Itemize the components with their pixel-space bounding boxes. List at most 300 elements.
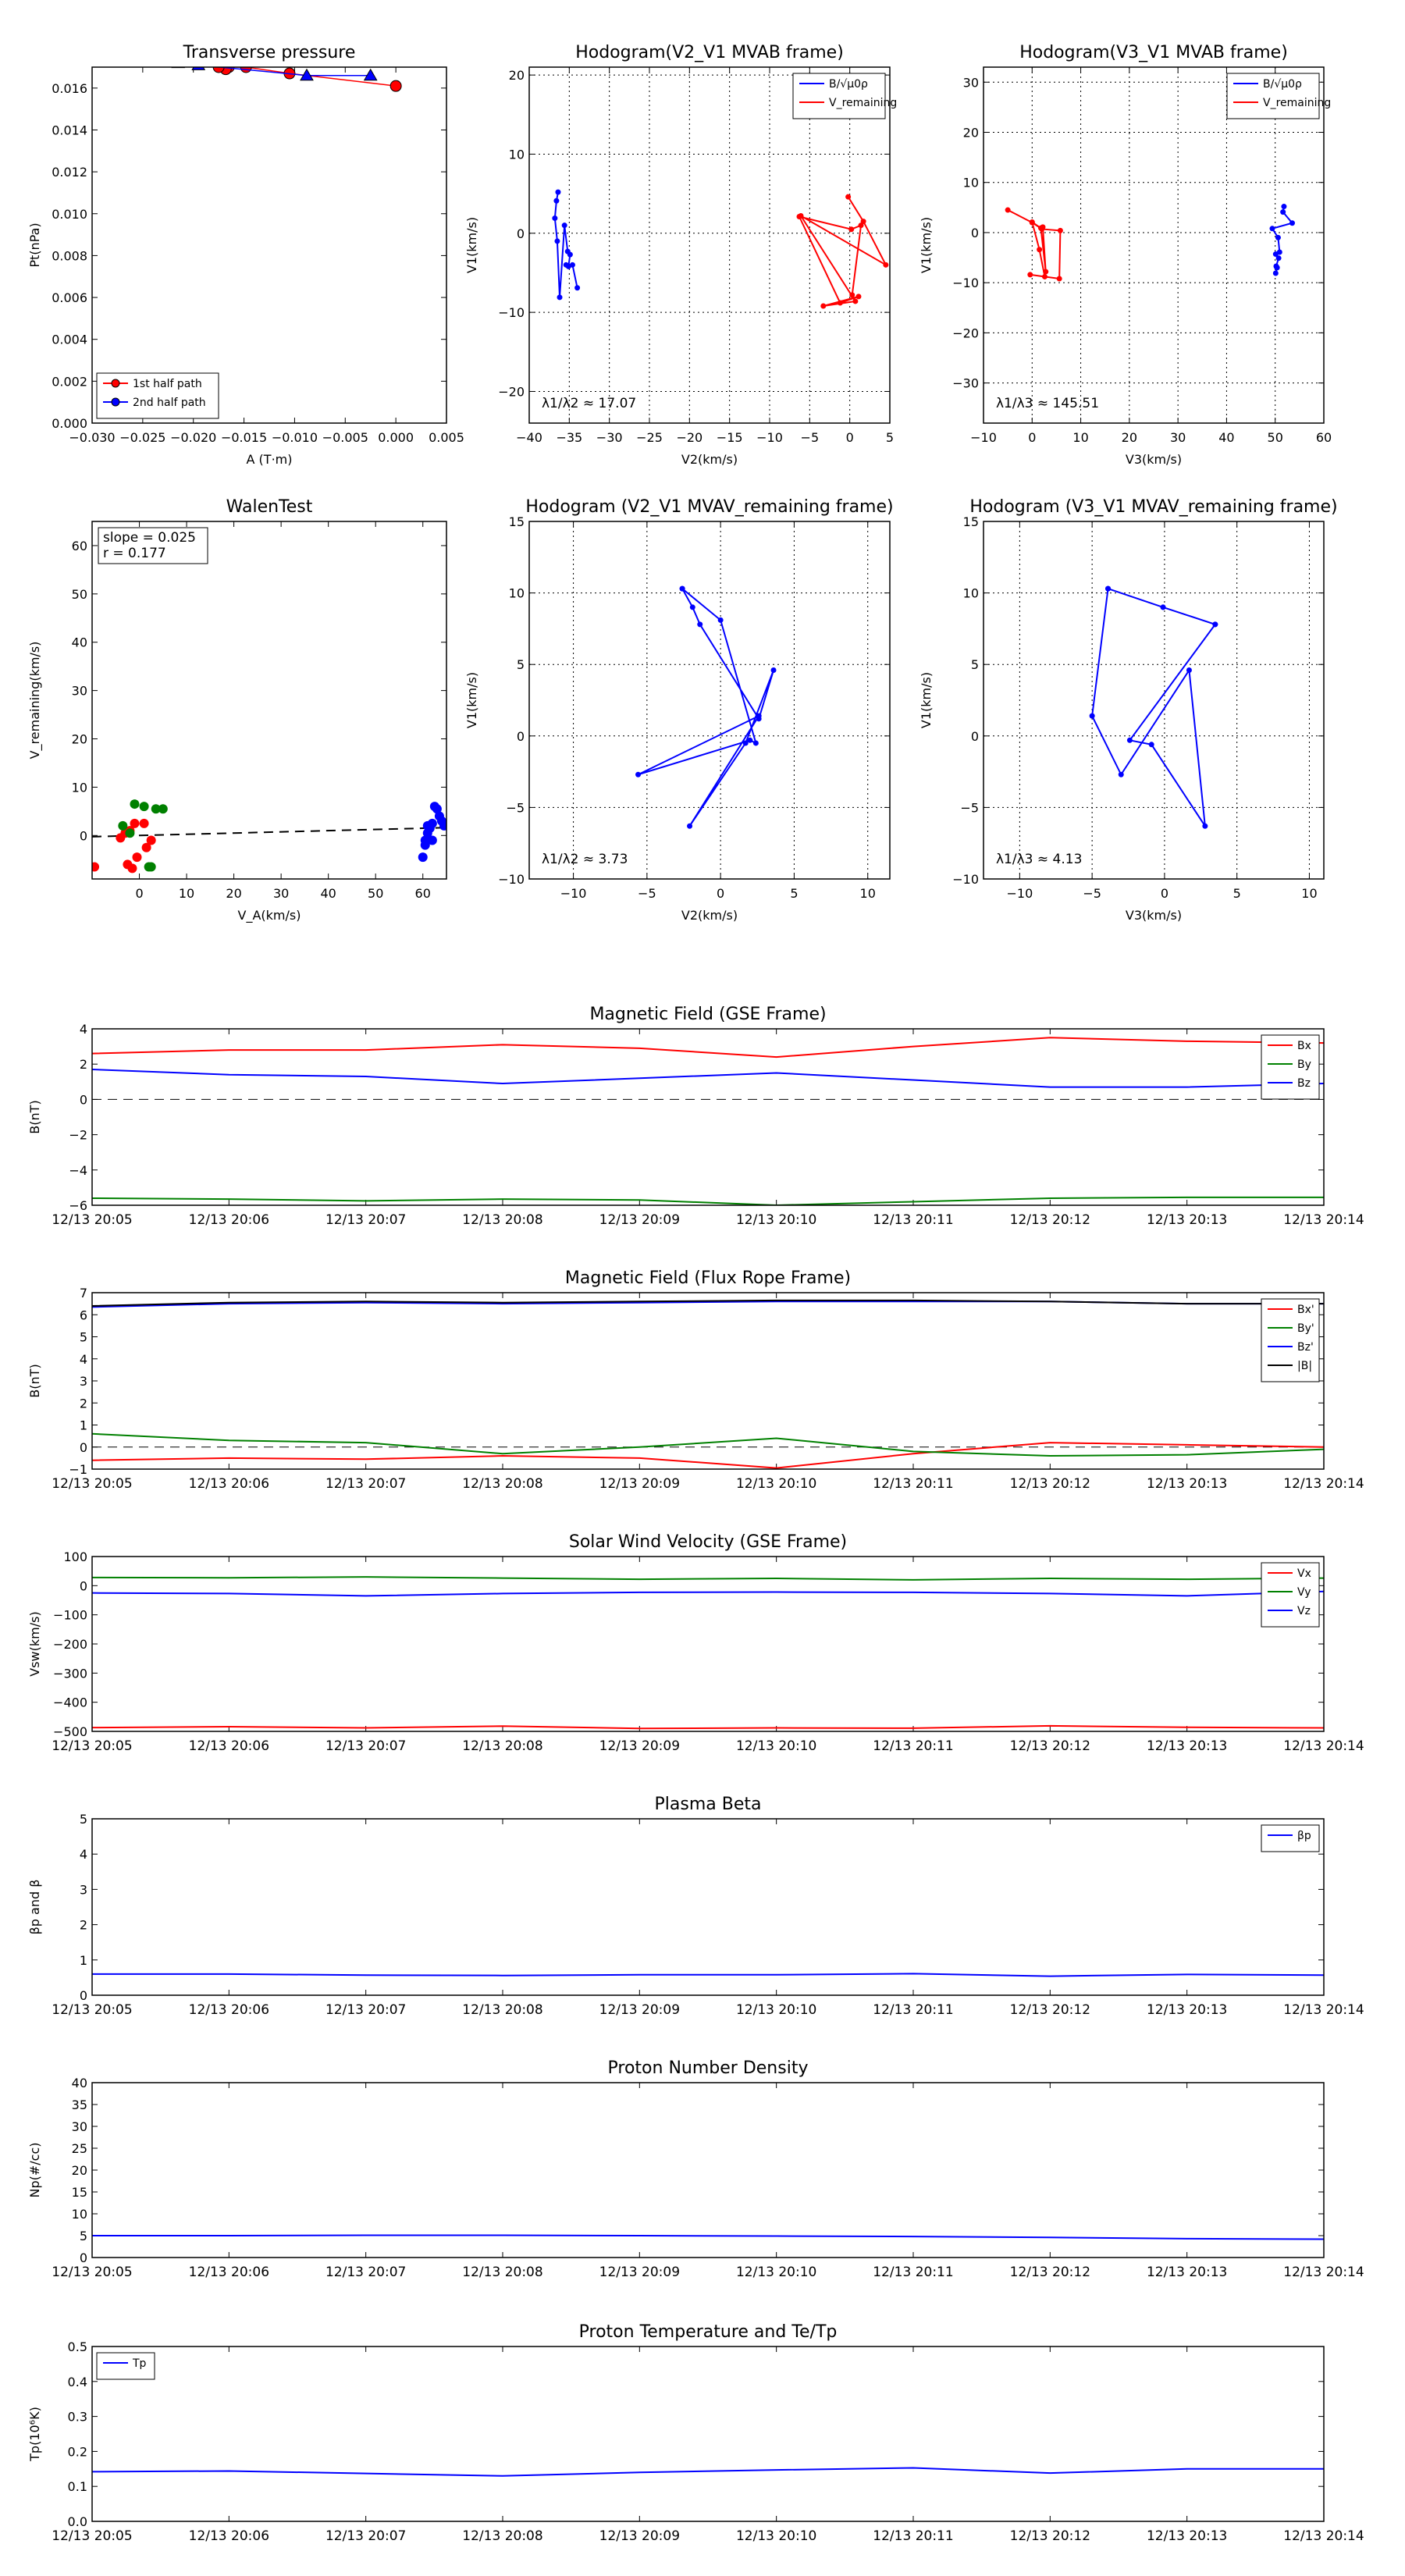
data-point xyxy=(849,292,855,297)
y-tick-label: 0.3 xyxy=(67,2409,87,2425)
series-line xyxy=(92,1973,1324,1976)
x-tick-label: 60 xyxy=(414,886,431,901)
x-tick-label: −0.025 xyxy=(119,430,166,445)
y-tick-label: 0 xyxy=(970,728,979,744)
axes-frame xyxy=(92,67,446,423)
data-point xyxy=(883,262,888,268)
y-tick-label: −10 xyxy=(952,872,979,887)
data-point xyxy=(130,799,139,809)
x-tick-label: 0 xyxy=(845,430,854,445)
series-line xyxy=(92,1577,1324,1580)
plot-area xyxy=(92,1300,1324,1468)
x-tick-label: 12/13 20:13 xyxy=(1146,1476,1228,1492)
chart-p2 xyxy=(464,43,897,467)
y-tick-label: 3 xyxy=(79,1374,87,1389)
axes-frame xyxy=(529,521,890,879)
y-tick-label: −2 xyxy=(69,1127,87,1143)
chart-p5 xyxy=(464,497,894,923)
data-point xyxy=(687,824,692,829)
y-tick-label: −10 xyxy=(952,276,979,291)
x-tick-label: 12/13 20:14 xyxy=(1283,2528,1364,2544)
data-point xyxy=(125,828,134,838)
x-tick-label: −10 xyxy=(560,886,587,901)
x-tick-label: −35 xyxy=(556,430,583,445)
y-tick-label: −10 xyxy=(498,305,525,321)
axes-frame xyxy=(984,521,1324,879)
y-tick-label: 0 xyxy=(79,1092,87,1108)
legend-label: V_remaining xyxy=(829,97,898,109)
y-tick-label: 7 xyxy=(79,1286,87,1300)
x-tick-label: −25 xyxy=(636,430,663,445)
y-tick-label: 20 xyxy=(71,2163,87,2178)
x-tick-label: 0 xyxy=(717,886,725,901)
plot-area xyxy=(92,1973,1324,1976)
y-tick-label: −400 xyxy=(53,1695,87,1710)
legend xyxy=(1261,1825,1319,1852)
plot-area xyxy=(92,2235,1324,2239)
y-tick-label: −10 xyxy=(498,872,525,887)
x-tick-label: 30 xyxy=(1169,430,1186,445)
data-point xyxy=(158,804,168,813)
data-point xyxy=(1040,224,1045,229)
x-tick-label: 5 xyxy=(885,430,895,445)
data-point xyxy=(1289,220,1295,226)
axes-frame xyxy=(92,2347,1324,2521)
x-tick-label: −20 xyxy=(676,430,703,445)
legend-label: 2nd half path xyxy=(133,397,206,409)
y-tick-label: −100 xyxy=(53,1607,87,1623)
x-tick-label: −10 xyxy=(970,430,997,445)
chart-p3 xyxy=(919,43,1332,467)
y-tick-label: 10 xyxy=(508,147,525,162)
data-point xyxy=(557,294,563,300)
y-tick-label: 100 xyxy=(63,1550,87,1564)
data-point xyxy=(855,294,861,299)
plot-area xyxy=(92,1037,1324,1205)
legend-label: Bx' xyxy=(1297,1304,1314,1316)
x-tick-label: 12/13 20:08 xyxy=(462,1212,543,1228)
x-tick-label: 20 xyxy=(226,886,242,901)
chart-p9 xyxy=(27,1532,1364,1754)
x-tick-label: 12/13 20:06 xyxy=(188,2528,270,2544)
x-tick-label: 12/13 20:07 xyxy=(325,2002,407,2018)
x-tick-label: 12/13 20:10 xyxy=(735,2528,817,2544)
y-tick-label: 0.002 xyxy=(52,374,87,390)
y-tick-label: 15 xyxy=(962,514,979,529)
annotation-text: slope = 0.025 xyxy=(103,530,196,546)
x-tick-label: 12/13 20:07 xyxy=(325,1476,407,1492)
x-tick-label: 0.005 xyxy=(429,430,464,445)
data-point xyxy=(1269,226,1275,231)
x-axis-label: V2(km/s) xyxy=(681,908,738,923)
chart-p7 xyxy=(27,1005,1364,1228)
x-tick-label: 12/13 20:13 xyxy=(1146,2528,1228,2544)
x-tick-label: −0.005 xyxy=(322,430,368,445)
x-tick-label: 12/13 20:09 xyxy=(599,2265,681,2280)
series-line xyxy=(92,2235,1324,2239)
x-tick-label: 12/13 20:14 xyxy=(1283,2002,1364,2018)
data-point xyxy=(1058,228,1063,233)
series-line xyxy=(799,197,886,306)
data-point xyxy=(118,821,127,831)
series-line xyxy=(92,1197,1324,1205)
plot-area xyxy=(92,2467,1324,2475)
x-tick-label: 12/13 20:09 xyxy=(599,1738,681,1754)
series-line xyxy=(1092,589,1215,826)
legend-label: |B| xyxy=(1297,1360,1313,1372)
data-point xyxy=(1281,204,1286,209)
y-tick-label: 20 xyxy=(962,125,979,141)
data-point xyxy=(635,772,641,777)
chart-p11 xyxy=(27,2058,1364,2280)
plot-area xyxy=(1090,586,1218,829)
legend-label: Tp xyxy=(133,2357,147,2370)
y-tick-label: 10 xyxy=(962,175,979,190)
y-axis-label: V1(km/s) xyxy=(464,216,479,274)
x-tick-label: 12/13 20:11 xyxy=(873,1212,954,1228)
chart-p8 xyxy=(27,1268,1364,1492)
axes-frame xyxy=(92,1819,1324,1995)
data-point xyxy=(421,835,430,845)
legend-label: Vy xyxy=(1297,1586,1311,1599)
x-tick-label: 12/13 20:05 xyxy=(52,2528,133,2544)
data-point xyxy=(147,835,156,845)
legend-marker xyxy=(112,379,119,387)
x-tick-label: 12/13 20:10 xyxy=(735,1476,817,1492)
x-tick-label: 12/13 20:08 xyxy=(462,2528,543,2544)
legend-label: Bz' xyxy=(1297,1341,1314,1354)
x-tick-label: 12/13 20:12 xyxy=(1009,1212,1091,1228)
y-tick-label: 5 xyxy=(516,657,525,673)
data-point xyxy=(574,285,580,290)
data-point xyxy=(690,604,695,610)
y-tick-label: 0.1 xyxy=(67,2479,87,2495)
y-tick-label: 4 xyxy=(79,1022,87,1037)
x-tick-label: 30 xyxy=(272,886,290,901)
y-tick-label: −30 xyxy=(952,375,979,391)
legend-label: Bz xyxy=(1297,1077,1311,1090)
data-point xyxy=(1057,276,1062,282)
chart-title: Hodogram(V2_V1 MVAB frame) xyxy=(575,43,844,62)
chart-title: Hodogram (V3_V1 MVAV_remaining frame) xyxy=(969,497,1338,517)
y-tick-label: −4 xyxy=(69,1162,87,1178)
x-tick-label: −0.020 xyxy=(170,430,217,445)
data-point xyxy=(852,298,858,304)
x-tick-label: 12/13 20:13 xyxy=(1146,2265,1228,2280)
legend-label: B/√μ0ρ xyxy=(829,78,868,91)
x-tick-label: 12/13 20:14 xyxy=(1283,2265,1364,2280)
data-point xyxy=(144,863,154,872)
y-tick-label: 2 xyxy=(79,1917,87,1933)
y-axis-label: V1(km/s) xyxy=(464,671,479,729)
eigenvalue-ratio-label: λ1/λ3 ≈ 4.13 xyxy=(996,852,1083,867)
data-point xyxy=(1186,667,1192,673)
x-tick-label: 0 xyxy=(1028,430,1037,445)
x-tick-label: 12/13 20:05 xyxy=(52,2002,133,2018)
x-tick-label: −10 xyxy=(1006,886,1033,901)
chart-p4 xyxy=(27,497,449,923)
x-tick-label: 12/13 20:08 xyxy=(462,2002,543,2018)
data-point xyxy=(1027,272,1033,277)
x-tick-label: 12/13 20:12 xyxy=(1009,2265,1091,2280)
x-tick-label: 12/13 20:12 xyxy=(1009,1738,1091,1754)
data-point xyxy=(90,863,99,872)
chart-title: Magnetic Field (GSE Frame) xyxy=(589,1005,827,1024)
y-axis-label: Pt(nPa) xyxy=(27,222,42,268)
x-tick-label: 12/13 20:13 xyxy=(1146,2002,1228,2018)
data-point xyxy=(130,819,139,828)
y-axis-label: V1(km/s) xyxy=(919,671,934,729)
legend-label: 1st half path xyxy=(133,378,202,390)
data-point xyxy=(771,667,777,673)
data-point xyxy=(1105,586,1111,592)
chart-title: Transverse pressure xyxy=(183,43,356,62)
chart-p10 xyxy=(27,1795,1364,2018)
y-tick-label: 0 xyxy=(79,1439,87,1455)
x-axis-label: V3(km/s) xyxy=(1125,908,1183,923)
x-tick-label: 12/13 20:06 xyxy=(188,2265,270,2280)
x-tick-label: 12/13 20:09 xyxy=(599,2528,681,2544)
data-point xyxy=(564,262,569,268)
x-tick-label: −0.030 xyxy=(69,430,116,445)
y-axis-label: V_remaining(km/s) xyxy=(27,641,42,760)
y-tick-label: −5 xyxy=(506,800,525,816)
y-axis-label: Np(#/cc) xyxy=(27,2142,42,2198)
x-tick-label: −0.010 xyxy=(271,430,318,445)
legend-label: B/√μ0ρ xyxy=(1263,78,1302,91)
y-tick-label: −20 xyxy=(498,384,525,400)
series-line xyxy=(92,1037,1324,1057)
y-tick-label: 10 xyxy=(962,585,979,601)
x-tick-label: 20 xyxy=(1121,430,1138,445)
y-tick-label: 20 xyxy=(508,68,525,84)
data-point xyxy=(567,252,573,258)
x-tick-label: 12/13 20:14 xyxy=(1283,1212,1364,1228)
data-point xyxy=(1273,270,1279,276)
data-point xyxy=(1275,235,1281,240)
data-point xyxy=(140,802,149,811)
x-tick-label: 5 xyxy=(790,886,799,901)
data-point xyxy=(718,617,724,623)
data-point xyxy=(1043,269,1048,275)
data-point xyxy=(138,52,151,63)
y-tick-label: 10 xyxy=(71,2207,87,2222)
y-tick-label: 60 xyxy=(71,538,87,553)
y-axis-label: B(nT) xyxy=(27,1364,42,1398)
x-tick-label: 0 xyxy=(135,886,144,901)
y-tick-label: 0.010 xyxy=(52,206,87,222)
plot-area xyxy=(1005,204,1295,281)
data-point xyxy=(1149,742,1154,747)
x-tick-label: 50 xyxy=(368,886,384,901)
x-tick-label: 12/13 20:08 xyxy=(462,1476,543,1492)
data-point xyxy=(570,262,575,268)
x-tick-label: 12/13 20:10 xyxy=(735,1212,817,1228)
y-tick-label: −6 xyxy=(69,1198,87,1213)
data-point xyxy=(1119,772,1124,777)
y-axis-label: V1(km/s) xyxy=(919,216,934,274)
chart-p1 xyxy=(27,43,464,467)
data-point xyxy=(697,621,702,627)
data-point xyxy=(140,819,149,828)
y-tick-label: 5 xyxy=(970,657,979,673)
data-point xyxy=(553,198,559,204)
x-tick-label: 12/13 20:12 xyxy=(1009,2002,1091,2018)
x-tick-label: −5 xyxy=(1083,886,1101,901)
data-point xyxy=(756,713,762,719)
chart-title: Magnetic Field (Flux Rope Frame) xyxy=(564,1268,852,1288)
x-tick-label: 0.000 xyxy=(378,430,414,445)
x-tick-label: 12/13 20:11 xyxy=(873,1738,954,1754)
plot-area xyxy=(92,1577,1324,1728)
data-point xyxy=(1202,824,1208,829)
y-tick-label: 0 xyxy=(79,2250,87,2265)
y-tick-label: 10 xyxy=(508,585,525,601)
y-tick-label: 20 xyxy=(71,731,87,747)
x-tick-label: 12/13 20:07 xyxy=(325,1212,407,1228)
x-tick-label: 12/13 20:05 xyxy=(52,2265,133,2280)
y-tick-label: 0 xyxy=(79,1578,87,1594)
y-tick-label: 30 xyxy=(71,683,87,699)
chart-p6 xyxy=(919,497,1338,923)
data-point xyxy=(1030,219,1035,225)
regression-line xyxy=(92,827,446,837)
legend xyxy=(1261,1563,1319,1627)
x-tick-label: 5 xyxy=(1232,886,1241,901)
annotation-text: r = 0.177 xyxy=(103,546,166,561)
data-point xyxy=(1090,713,1095,719)
plot-area xyxy=(635,586,776,829)
data-point xyxy=(390,80,401,91)
y-tick-label: 0.004 xyxy=(52,332,87,347)
x-tick-label: 12/13 20:11 xyxy=(873,2528,954,2544)
y-tick-label: 0.5 xyxy=(67,2339,87,2354)
y-tick-label: −500 xyxy=(53,1724,87,1739)
y-axis-label: Tp(10⁶K) xyxy=(27,2407,42,2461)
eigenvalue-ratio-label: λ1/λ2 ≈ 17.07 xyxy=(542,396,637,411)
x-tick-label: 10 xyxy=(859,886,876,901)
series-line xyxy=(555,192,578,297)
chart-title: WalenTest xyxy=(226,497,313,517)
y-tick-label: 0.000 xyxy=(52,416,87,431)
data-point xyxy=(554,238,560,244)
y-axis-label: Vsw(km/s) xyxy=(27,1611,42,1677)
x-tick-label: −5 xyxy=(638,886,656,901)
data-point xyxy=(796,214,802,219)
legend xyxy=(793,73,897,119)
data-point xyxy=(680,586,685,592)
y-tick-label: 0.014 xyxy=(52,123,87,138)
x-tick-label: 12/13 20:07 xyxy=(325,2265,407,2280)
data-point xyxy=(845,194,851,200)
plot-area xyxy=(552,190,888,309)
y-tick-label: 0.0 xyxy=(67,2514,87,2529)
y-tick-label: −1 xyxy=(69,1462,87,1477)
x-tick-label: 60 xyxy=(1315,430,1332,445)
y-tick-label: 15 xyxy=(71,2185,87,2200)
axes-frame xyxy=(92,1557,1324,1731)
x-tick-label: −15 xyxy=(716,430,743,445)
x-tick-label: 12/13 20:09 xyxy=(599,1476,681,1492)
y-tick-label: 6 xyxy=(79,1308,87,1323)
eigenvalue-ratio-label: λ1/λ3 ≈ 145.51 xyxy=(996,396,1100,411)
x-tick-label: 12/13 20:08 xyxy=(462,1738,543,1754)
legend-label: By' xyxy=(1297,1322,1314,1335)
y-tick-label: 25 xyxy=(71,2141,87,2156)
data-point xyxy=(848,226,854,232)
y-tick-label: 35 xyxy=(71,2097,87,2112)
axes-frame xyxy=(92,1029,1324,1205)
y-tick-label: 4 xyxy=(79,1351,87,1367)
y-tick-label: 40 xyxy=(71,2076,87,2090)
eigenvalue-ratio-label: λ1/λ2 ≈ 3.73 xyxy=(542,852,628,867)
chart-title: Plasma Beta xyxy=(654,1795,762,1814)
y-tick-label: 5 xyxy=(79,2229,87,2243)
data-point xyxy=(365,69,377,80)
legend xyxy=(1261,1035,1319,1099)
y-tick-label: 30 xyxy=(962,75,979,91)
y-tick-label: 30 xyxy=(71,2119,87,2134)
x-tick-label: 12/13 20:14 xyxy=(1283,1476,1364,1492)
x-tick-label: 12/13 20:05 xyxy=(52,1738,133,1754)
x-tick-label: 12/13 20:13 xyxy=(1146,1738,1228,1754)
x-tick-label: 12/13 20:10 xyxy=(735,1738,817,1754)
data-point xyxy=(423,821,432,831)
data-point xyxy=(555,190,560,195)
y-tick-label: 3 xyxy=(79,1882,87,1898)
x-axis-label: V3(km/s) xyxy=(1125,452,1183,467)
series-line xyxy=(1272,207,1293,273)
x-tick-label: −40 xyxy=(516,430,542,445)
y-tick-label: 0 xyxy=(516,728,525,744)
chart-title: Proton Temperature and Te/Tp xyxy=(578,2322,838,2342)
x-tick-label: −30 xyxy=(596,430,623,445)
legend-marker xyxy=(112,398,119,406)
y-tick-label: 2 xyxy=(79,1057,87,1073)
y-tick-label: −5 xyxy=(960,800,979,816)
x-tick-label: 12/13 20:07 xyxy=(325,1738,407,1754)
chart-title: Hodogram(V3_V1 MVAB frame) xyxy=(1019,43,1288,62)
legend xyxy=(97,2353,155,2379)
x-tick-label: −5 xyxy=(800,430,820,445)
data-point xyxy=(1042,274,1048,279)
x-tick-label: 12/13 20:13 xyxy=(1146,1212,1228,1228)
legend-label: βp xyxy=(1297,1830,1311,1842)
y-tick-label: 0.4 xyxy=(67,2374,87,2389)
legend-label: Vz xyxy=(1297,1605,1311,1617)
y-tick-label: 1 xyxy=(79,1418,87,1433)
x-tick-label: 12/13 20:12 xyxy=(1009,2528,1091,2544)
y-tick-label: 0.006 xyxy=(52,290,87,306)
x-axis-label: A (T·m) xyxy=(246,452,293,467)
legend-label: Bx xyxy=(1297,1040,1311,1052)
y-tick-label: 2 xyxy=(79,1396,87,1411)
y-tick-label: 1 xyxy=(79,1952,87,1968)
y-tick-label: 0.012 xyxy=(52,165,87,180)
y-tick-label: −20 xyxy=(952,326,979,341)
x-tick-label: −10 xyxy=(756,430,783,445)
data-point xyxy=(439,821,449,831)
chart-title: Hodogram (V2_V1 MVAV_remaining frame) xyxy=(525,497,894,517)
x-tick-label: 12/13 20:11 xyxy=(873,2002,954,2018)
x-tick-label: 40 xyxy=(320,886,336,901)
x-tick-label: 12/13 20:14 xyxy=(1283,1738,1364,1754)
x-tick-label: 12/13 20:06 xyxy=(188,1212,270,1228)
axes-frame xyxy=(529,67,890,423)
data-point xyxy=(552,215,557,221)
x-tick-label: 0 xyxy=(1160,886,1169,901)
x-tick-label: 10 xyxy=(178,886,195,901)
